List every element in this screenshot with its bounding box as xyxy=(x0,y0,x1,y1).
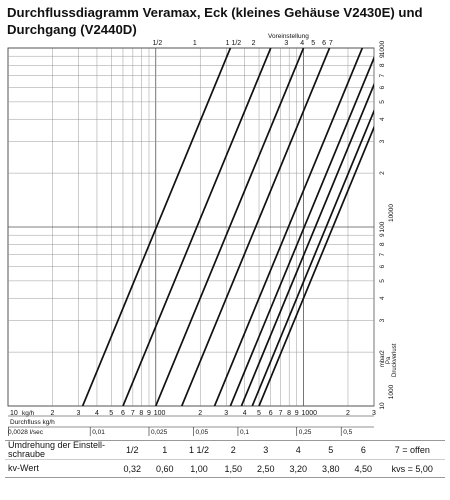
y-tick-label: 7 xyxy=(379,252,386,257)
x-tick-label: 9 xyxy=(294,410,299,417)
y-tick-label: 5 xyxy=(379,279,386,283)
table-row xyxy=(5,441,445,460)
y-tick-label: 6 xyxy=(379,85,386,90)
table-cell: 1 xyxy=(149,441,182,460)
lsec-tick-label: 0,1 xyxy=(239,429,249,436)
y-tick-label: 7 xyxy=(379,73,386,78)
series-label: 3 xyxy=(284,40,289,47)
table-cell: 1,00 xyxy=(181,460,217,478)
x-tick-label: 100 xyxy=(153,410,166,417)
table-row-label: Umdrehung der Einstell-schraube xyxy=(5,441,116,460)
x-tick-label: 2 xyxy=(50,410,55,417)
x-unit-label: kg/h xyxy=(22,410,35,417)
table-cell: 3,80 xyxy=(315,460,348,478)
kv-table xyxy=(5,440,445,478)
y-tick-label: 8 xyxy=(379,63,386,68)
x-tick-label: 7 xyxy=(130,410,135,417)
lsec-tick-label: 0,05 xyxy=(195,429,209,436)
x-tick-label: 8 xyxy=(287,410,292,417)
y-tick-label: 4 xyxy=(379,117,386,122)
chart-title: Durchflussdiagramm Veramax, Eck (kleines Gehäuse V2430E) und Durchgang (V2440D) xyxy=(7,5,423,37)
x-tick-label: 6 xyxy=(268,410,273,417)
y-tick-label: 100 xyxy=(379,221,386,233)
table-row-label: kv-Wert xyxy=(5,460,116,478)
y-tick-label: 1000 xyxy=(379,40,386,56)
x-tick-label: 10 xyxy=(10,410,18,417)
series-label: 4 xyxy=(300,40,305,47)
x-tick-label: 3 xyxy=(76,410,81,417)
lsec-tick-label: 0,025 xyxy=(150,429,168,436)
y-tick-label: 9 xyxy=(379,233,386,238)
table-cell: 7 = offen xyxy=(380,441,445,460)
y-tick-label: 8 xyxy=(379,242,386,247)
x-tick-label: 7 xyxy=(278,410,283,417)
series-label: 1 1/2 xyxy=(225,40,242,47)
x-tick-label: 8 xyxy=(139,410,144,417)
x-tick-label: 2 xyxy=(198,410,203,417)
y-tick-label: 3 xyxy=(379,318,386,323)
x-tick-label: 5 xyxy=(109,410,114,417)
x-tick-label: 2 xyxy=(345,410,350,417)
y2-unit-label: Pa xyxy=(386,356,392,364)
table-cell: 1/2 xyxy=(116,441,149,460)
x-tick-label: 6 xyxy=(120,410,125,417)
table-cell: 4 xyxy=(282,441,315,460)
table-cell: 1 1/2 xyxy=(181,441,217,460)
lsec-tick-label: 0,25 xyxy=(298,429,312,436)
lsec-tick-label: 0,0028 l/sec xyxy=(8,429,44,436)
table-cell: 0,60 xyxy=(149,460,182,478)
tick-labels xyxy=(8,33,398,436)
y2-tick-label: 10000 xyxy=(388,203,395,223)
table-cell: 1,50 xyxy=(217,460,250,478)
y-tick-label: 4 xyxy=(379,296,386,301)
table-cell: 3,20 xyxy=(282,460,315,478)
series-label: 6 xyxy=(322,40,327,47)
y-axis-label: Druckverlust xyxy=(392,343,398,377)
series-label: 1/2 xyxy=(152,40,163,47)
table-cell: 6 xyxy=(347,441,380,460)
y-tick-label: 10 xyxy=(379,402,386,410)
x-tick-label: 1000 xyxy=(301,410,318,417)
table-cell: 5 xyxy=(315,441,348,460)
x-tick-label: 4 xyxy=(242,410,247,417)
table-cell: 0,32 xyxy=(116,460,149,478)
series-label: 2 xyxy=(251,40,256,47)
x-tick-label: 3 xyxy=(224,410,229,417)
x-axis-label: Durchfluss kg/h xyxy=(10,419,55,426)
table-cell: 2 xyxy=(217,441,250,460)
table-cell: 3 xyxy=(250,441,283,460)
series-label: 7 xyxy=(328,40,333,47)
y-tick-label: 3 xyxy=(379,139,386,144)
y-unit-label: mbar xyxy=(380,353,386,368)
lsec-tick-label: 0,5 xyxy=(343,429,353,436)
y-tick-label: 2 xyxy=(379,171,386,175)
x-tick-label: 9 xyxy=(146,410,151,417)
y2-tick-label: 1000 xyxy=(388,384,395,400)
table-row xyxy=(5,460,445,478)
y-tick-label: 9 xyxy=(379,54,386,59)
table-cell: kvs = 5,00 xyxy=(380,460,445,478)
y-tick-label: 5 xyxy=(379,100,386,104)
x-tick-label: 3 xyxy=(372,410,376,417)
table-cell: 2,50 xyxy=(250,460,283,478)
series-label: 5 xyxy=(311,40,316,47)
y-tick-label: 2 xyxy=(379,350,386,354)
y-tick-label: 6 xyxy=(379,264,386,269)
x-tick-label: 5 xyxy=(257,410,261,417)
table-cell: 4,50 xyxy=(347,460,380,478)
top-axis-label: Voreinstellung xyxy=(268,33,309,40)
series-label: 1 xyxy=(192,40,197,47)
x-tick-label: 4 xyxy=(94,410,99,417)
lsec-tick-label: 0,01 xyxy=(92,429,105,436)
